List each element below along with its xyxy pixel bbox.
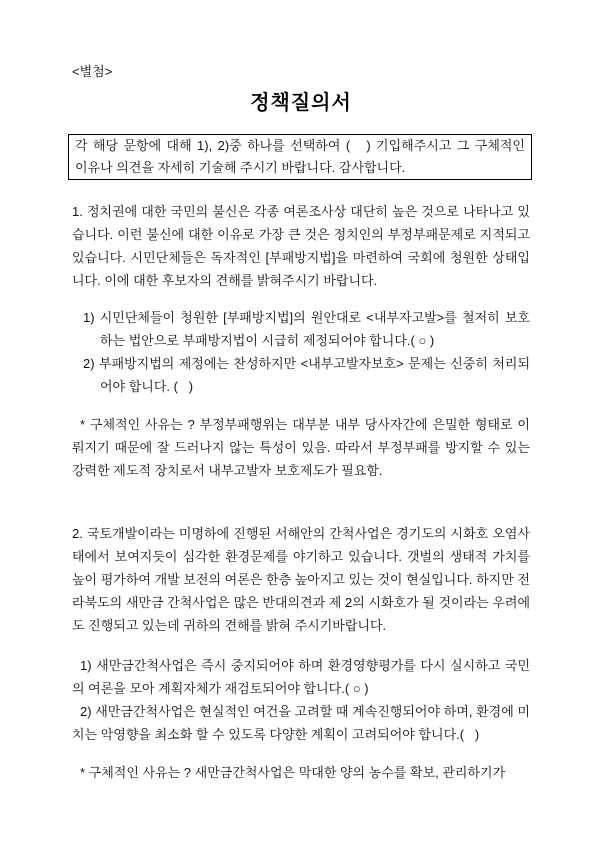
question-2-text: 2. 국토개발이라는 미명하에 진행된 서해안의 간척사업은 경기도의 시화호 오염사태에서 보여지듯이 심각한 환경문제를 야기하고 있습니다. 갯벌의 생태적 가치를 높이 평가하여 개발 보전의 여론은 한층 높아지고 있는 것이 현실입니다. 하지만 전라북도의 새만금 간척사업은 많은 반대의견과 제 2의 시화호가 될 것이라는 우려에도 진행되고 있는데 귀하의 견해를 밝혀 주시기바랍니다. [72,526,530,633]
attachment-label: <별첨> [72,64,113,79]
question-1-text: 1. 정치권에 대한 국민의 불신은 각종 여론조사상 대단히 높은 것으로 나타나고 있습니다. 이런 불신에 대한 이유로 가장 큰 것은 정치인의 부정부패문제로 지적되고 있습니다. 시민단체들은 독자적인 [부패방지법]을 마련하여 국회에 청원한 상태입니다. 이에 대한 후보자의 견해를 밝혀주시기 바랍니다. [72,204,530,288]
question-2-option-1: 1) 새만금간척사업은 즉시 중지되어야 하며 환경영향평가를 다시 실시하고 국민의 여론을 모아 계획자체가 재검토되어야 합니다.( ○ ) [72,658,530,696]
question-1-options [72,306,530,398]
question-1 [72,200,530,482]
question-2 [72,522,530,784]
question-2-option-2: 2) 새만금간척사업은 현실적인 여건을 고려할 때 계속진행되어야 하며, 환경에 미치는 악영향을 최소화 할 수 있도록 다양한 계획이 고려되어야 합니다.( ) [72,704,530,742]
document-title: 정책질의서 [250,90,352,114]
question-2-reason: * 구체적인 사유는 ? 새만금간척사업은 막대한 양의 농수를 확보, 관리하기가 [80,765,506,780]
instructions-box: 각 해당 문항에 대해 1), 2)중 하나를 선택하여 ( ) 기입해주시고 그 구체적인 이유나 의견을 자세히 기술해 주시기 바랍니다. 감사합니다. [68,134,532,180]
question-1-reason: * 구체적인 사유는 ? 부정부패행위는 대부분 내부 당사자간에 은밀한 형태로 이뤄지기 때문에 잘 드러나지 않는 특성이 있음. 따라서 부정부패를 방지할 수 있는 강력한 제도적 장치로서 내부고발자 보호제도가 필요함. [72,417,530,478]
question-1-option-1: 1) 시민단체들이 청원한 [부패방지법]의 원안대로 <내부자고발>를 철저히 보호하는 법안으로 부패방지법이 시급히 제정되어야 합니다.( ○ ) [83,310,530,348]
question-1-option-2: 2) 부패방지법의 제정에는 찬성하지만 <내부고발자보호> 문제는 신중히 처리되어야 합니다. ( ) [83,356,530,394]
question-2-options [72,654,530,746]
